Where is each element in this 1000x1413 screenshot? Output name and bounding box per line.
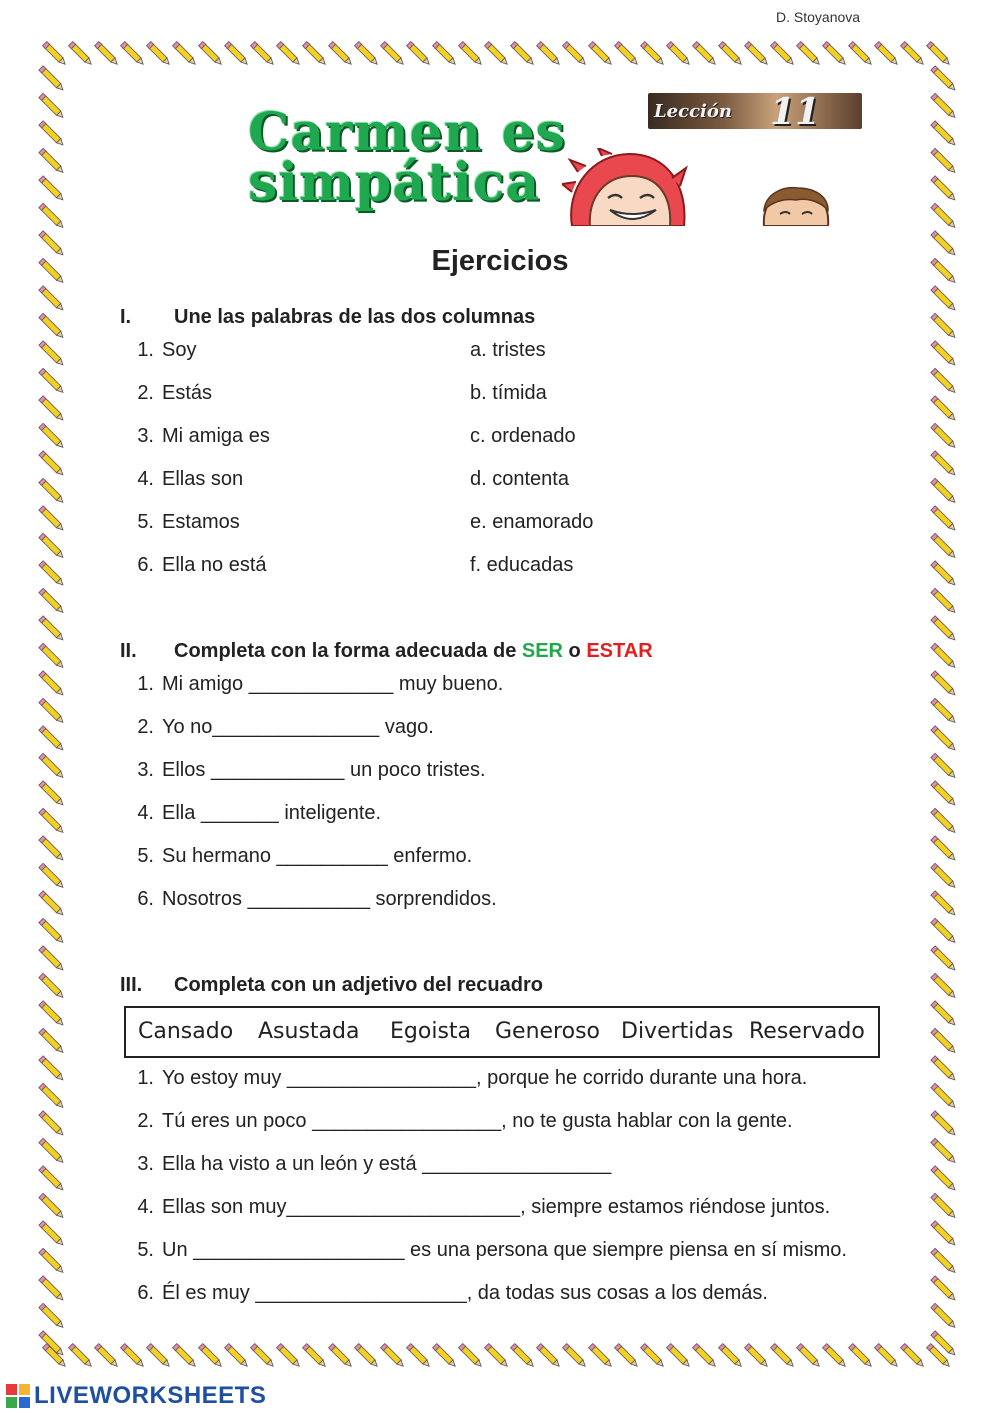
ser-estar-item-number: 1.: [137, 673, 154, 695]
adjective-item-text: Yo estoy muy _________________, porque he corrido durante una hora.: [162, 1067, 808, 1089]
estar-keyword: ESTAR: [586, 640, 653, 662]
or-word: o: [563, 640, 587, 662]
match-left-item-number: 4.: [137, 468, 154, 490]
match-left-item: [124, 554, 267, 577]
pencil-icon: [433, 1344, 458, 1369]
adjective-item-number: 3.: [137, 1153, 154, 1175]
match-right-item: a. tristes: [470, 339, 546, 361]
pencil-icon: [931, 396, 957, 422]
pencil-icon: [147, 1344, 172, 1369]
pencil-icon: [931, 781, 957, 807]
pencil-icon: [39, 1248, 65, 1274]
pencil-icon: [931, 478, 957, 504]
pencil-icon: [931, 1331, 957, 1357]
pencil-icon: [329, 42, 354, 67]
match-left-item: [124, 511, 240, 534]
pencil-icon: [485, 1344, 510, 1369]
pencil-icon: [39, 1276, 65, 1302]
pencil-icon: [69, 1344, 94, 1369]
ser-keyword: SER: [521, 640, 563, 662]
pencil-icon: [459, 42, 484, 67]
pencil-icon: [303, 1344, 328, 1369]
pencil-icon: [693, 1344, 718, 1369]
title-line-1: Carmen es: [248, 102, 566, 163]
pencil-icon: [875, 42, 900, 67]
pencil-icon: [931, 1056, 957, 1082]
pencil-icon: [225, 1344, 250, 1369]
pencil-icon: [931, 203, 957, 229]
pencil-icon: [39, 423, 65, 449]
pencil-icon: [931, 1083, 957, 1109]
pencil-icon: [931, 341, 957, 367]
adjective-item: [124, 1196, 830, 1219]
pencil-icon: [39, 451, 65, 477]
pencil-icon: [931, 148, 957, 174]
adjective-item-number: 6.: [137, 1282, 154, 1304]
pencil-icon: [95, 42, 120, 67]
pencil-icon: [95, 1344, 120, 1369]
pencil-icon: [931, 1111, 957, 1137]
pencil-icon: [39, 1056, 65, 1082]
lesson-word: Lección: [654, 101, 732, 122]
lesson-banner: [648, 93, 862, 129]
ser-estar-item: [124, 716, 434, 739]
pencil-icon: [615, 42, 640, 67]
pencil-icon: [39, 313, 65, 339]
pencil-icon: [931, 1001, 957, 1027]
section-3-instruction: Completa con un adjetivo del recuadro: [174, 974, 543, 996]
adjective-item-text: Él es muy ___________________, da todas sus cosas a los demás.: [162, 1282, 768, 1304]
adjective-item-text: Ellas son muy_____________________, siempre estamos riéndose juntos.: [162, 1196, 831, 1218]
pencil-icon: [849, 1344, 874, 1369]
adjective-item: [124, 1239, 847, 1262]
pencil-icon: [511, 42, 536, 67]
match-left-item-number: 2.: [137, 382, 154, 404]
pencil-icon: [511, 1344, 536, 1369]
pencil-icon: [303, 42, 328, 67]
pencil-icon: [39, 1331, 65, 1357]
pencil-icon: [589, 42, 614, 67]
pencil-icon: [69, 42, 94, 67]
pencil-icon: [199, 1344, 224, 1369]
pencil-icon: [39, 1193, 65, 1219]
pencil-icon: [931, 313, 957, 339]
pencil-icon: [39, 1166, 65, 1192]
boy-illustration-icon: [756, 186, 836, 226]
pencil-border-right: [928, 40, 962, 1372]
pencil-icon: [39, 973, 65, 999]
pencil-icon: [719, 42, 744, 67]
ser-estar-item: [124, 802, 381, 825]
ser-estar-item-number: 4.: [137, 802, 154, 824]
pencil-icon: [39, 93, 65, 119]
pencil-icon: [931, 1193, 957, 1219]
pencil-icon: [875, 1344, 900, 1369]
pencil-icon: [121, 42, 146, 67]
author-name: D. Stoyanova: [776, 9, 861, 25]
pencil-icon: [39, 891, 65, 917]
pencil-icon: [931, 1166, 957, 1192]
pencil-icon: [719, 1344, 744, 1369]
section-1-title: [120, 306, 535, 329]
match-left-item: [124, 468, 243, 491]
pencil-icon: [39, 148, 65, 174]
ser-estar-item: [124, 845, 472, 868]
match-right-item: c. ordenado: [470, 425, 576, 447]
pencil-icon: [641, 1344, 666, 1369]
pencil-icon: [459, 1344, 484, 1369]
section-3-number: III.: [120, 974, 143, 996]
pencil-icon: [931, 533, 957, 559]
pencil-icon: [563, 42, 588, 67]
match-left-item-number: 6.: [137, 554, 154, 576]
pencil-icon: [901, 42, 926, 67]
pencil-border-bottom: [42, 1342, 958, 1372]
pencil-icon: [931, 973, 957, 999]
girl-illustration-icon: [562, 148, 692, 226]
pencil-icon: [901, 1344, 926, 1369]
pencil-icon: [931, 1138, 957, 1164]
pencil-icon: [277, 42, 302, 67]
pencil-icon: [39, 286, 65, 312]
pencil-icon: [537, 1344, 562, 1369]
ser-estar-item-text: Yo no_______________ vago.: [162, 716, 434, 738]
section-1-number: I.: [120, 306, 132, 328]
pencil-icon: [199, 42, 224, 67]
pencil-icon: [39, 121, 65, 147]
match-right-item: e. enamorado: [470, 511, 594, 533]
pencil-icon: [173, 42, 198, 67]
pencil-icon: [39, 1001, 65, 1027]
pencil-icon: [931, 753, 957, 779]
pencil-icon: [693, 42, 718, 67]
pencil-icon: [771, 1344, 796, 1369]
pencil-icon: [39, 1083, 65, 1109]
ser-estar-item-text: Nosotros ___________ sorprendidos.: [162, 888, 497, 910]
pencil-icon: [39, 671, 65, 697]
adjective-item-number: 5.: [137, 1239, 154, 1261]
pencil-icon: [931, 423, 957, 449]
pencil-icon: [931, 946, 957, 972]
pencil-border-left: [36, 40, 70, 1372]
pencil-icon: [39, 341, 65, 367]
pencil-icon: [39, 588, 65, 614]
pencil-icon: [39, 918, 65, 944]
section-3-title: [120, 974, 543, 997]
pencil-icon: [931, 863, 957, 889]
pencil-icon: [849, 42, 874, 67]
pencil-icon: [931, 1248, 957, 1274]
ser-estar-item-number: 5.: [137, 845, 154, 867]
pencil-icon: [931, 286, 957, 312]
footer-brand: LIVEWORKSHEETS: [34, 1382, 267, 1409]
pencil-icon: [39, 643, 65, 669]
pencil-icon: [39, 781, 65, 807]
match-left-item: [124, 425, 270, 448]
ser-estar-item-text: Su hermano __________ enfermo.: [162, 845, 473, 867]
pencil-icon: [39, 506, 65, 532]
pencil-icon: [745, 42, 770, 67]
pencil-icon: [931, 616, 957, 642]
pencil-icon: [797, 1344, 822, 1369]
pencil-icon: [931, 1276, 957, 1302]
lesson-number: 11: [770, 93, 821, 129]
pencil-icon: [277, 1344, 302, 1369]
pencil-icon: [931, 1221, 957, 1247]
ser-estar-item: [124, 759, 486, 782]
pencil-icon: [355, 1344, 380, 1369]
match-left-item-text: Estamos: [162, 511, 240, 533]
section-1-instruction: Une las palabras de las dos columnas: [174, 306, 536, 328]
pencil-icon: [931, 698, 957, 724]
pencil-icon: [39, 1138, 65, 1164]
pencil-icon: [39, 203, 65, 229]
pencil-icon: [641, 42, 666, 67]
match-left-item-text: Estás: [162, 382, 213, 404]
adjective-item: [124, 1110, 793, 1133]
pencil-icon: [407, 42, 432, 67]
pencil-icon: [39, 1028, 65, 1054]
page-heading: Ejercicios: [431, 245, 569, 277]
section-2-instruction: Completa con la forma adecuada de: [174, 640, 522, 662]
pencil-icon: [931, 561, 957, 587]
pencil-icon: [485, 42, 510, 67]
word-box-item: Generoso: [495, 1019, 601, 1044]
pencil-icon: [537, 42, 562, 67]
adjective-word-box: [124, 1006, 880, 1058]
pencil-icon: [355, 42, 380, 67]
match-left-item-number: 5.: [137, 511, 154, 533]
ser-estar-item-number: 2.: [137, 716, 154, 738]
pencil-icon: [931, 643, 957, 669]
pencil-icon: [823, 42, 848, 67]
pencil-icon: [931, 368, 957, 394]
pencil-icon: [251, 1344, 276, 1369]
pencil-icon: [329, 1344, 354, 1369]
pencil-icon: [39, 836, 65, 862]
pencil-icon: [39, 863, 65, 889]
pencil-icon: [931, 506, 957, 532]
adjective-item: [124, 1067, 807, 1090]
pencil-icon: [931, 588, 957, 614]
pencil-icon: [39, 616, 65, 642]
pencil-icon: [39, 561, 65, 587]
match-left-item: [124, 339, 196, 362]
adjective-item-text: Ella ha visto a un león y está _________________: [162, 1153, 612, 1175]
pencil-icon: [667, 42, 692, 67]
pencil-icon: [931, 836, 957, 862]
pencil-icon: [39, 946, 65, 972]
pencil-icon: [407, 1344, 432, 1369]
adjective-item-text: Un ___________________ es una persona que siempre piensa en sí mismo.: [162, 1239, 847, 1261]
match-left-item-text: Mi amiga es: [162, 425, 270, 447]
match-left-item-text: Ella no está: [162, 554, 267, 576]
pencil-icon: [39, 66, 65, 92]
pencil-icon: [931, 808, 957, 834]
pencil-icon: [39, 368, 65, 394]
pencil-icon: [563, 1344, 588, 1369]
section-2-title: [120, 640, 653, 663]
pencil-icon: [39, 533, 65, 559]
pencil-icon: [667, 1344, 692, 1369]
pencil-icon: [39, 808, 65, 834]
pencil-icon: [931, 176, 957, 202]
title-line-2: simpática: [248, 152, 541, 213]
match-right-item: b. tímida: [470, 382, 547, 404]
ser-estar-item-number: 3.: [137, 759, 154, 781]
pencil-icon: [39, 726, 65, 752]
section-2-number: II.: [120, 640, 137, 662]
pencil-icon: [589, 1344, 614, 1369]
pencil-icon: [173, 1344, 198, 1369]
pencil-icon: [39, 396, 65, 422]
ser-estar-item: [124, 673, 503, 696]
lesson-title-art: [248, 102, 568, 218]
pencil-icon: [823, 1344, 848, 1369]
ser-estar-item-text: Mi amigo _____________ muy bueno.: [162, 673, 504, 695]
match-left-item-number: 3.: [137, 425, 154, 447]
pencil-icon: [433, 42, 458, 67]
match-right-item: f. educadas: [470, 554, 574, 576]
pencil-icon: [121, 1344, 146, 1369]
pencil-icon: [931, 891, 957, 917]
pencil-icon: [745, 1344, 770, 1369]
adjective-item-number: 2.: [137, 1110, 154, 1132]
pencil-icon: [381, 42, 406, 67]
word-box-item: Egoista: [390, 1019, 472, 1044]
adjective-item: [124, 1153, 611, 1176]
pencil-icon: [39, 1111, 65, 1137]
pencil-icon: [931, 1028, 957, 1054]
pencil-icon: [39, 753, 65, 779]
match-left-item-text: Soy: [162, 339, 197, 361]
pencil-icon: [771, 42, 796, 67]
pencil-icon: [797, 42, 822, 67]
pencil-icon: [931, 671, 957, 697]
pencil-icon: [931, 121, 957, 147]
match-left-item-text: Ellas son: [162, 468, 244, 490]
pencil-icon: [251, 42, 276, 67]
pencil-icon: [39, 176, 65, 202]
pencil-border-top: [42, 40, 958, 70]
pencil-icon: [931, 918, 957, 944]
ser-estar-item-text: Ellos ____________ un poco tristes.: [162, 759, 486, 781]
pencil-icon: [931, 451, 957, 477]
pencil-icon: [225, 42, 250, 67]
word-box-item: Divertidas: [621, 1019, 734, 1044]
ser-estar-item: [124, 888, 497, 911]
pencil-icon: [39, 478, 65, 504]
word-box-item: Cansado: [138, 1019, 234, 1044]
adjective-item-text: Tú eres un poco _________________, no te gusta hablar con la gente.: [162, 1110, 793, 1132]
ser-estar-item-text: Ella _______ inteligente.: [162, 802, 382, 824]
adjective-item: [124, 1282, 768, 1305]
adjective-item-number: 4.: [137, 1196, 154, 1218]
liveworksheets-logo-icon: [6, 1384, 30, 1408]
pencil-icon: [931, 1303, 957, 1329]
pencil-icon: [381, 1344, 406, 1369]
match-left-item-number: 1.: [137, 339, 154, 361]
word-box-item: Reservado: [749, 1019, 865, 1044]
ser-estar-item-number: 6.: [137, 888, 154, 910]
pencil-icon: [147, 42, 172, 67]
pencil-icon: [615, 1344, 640, 1369]
pencil-icon: [931, 66, 957, 92]
pencil-icon: [39, 1303, 65, 1329]
match-left-item: [124, 382, 212, 405]
adjective-item-number: 1.: [137, 1067, 154, 1089]
pencil-icon: [931, 726, 957, 752]
word-box-item: Asustada: [258, 1019, 360, 1044]
pencil-icon: [39, 698, 65, 724]
match-right-item: d. contenta: [470, 468, 569, 490]
pencil-icon: [39, 1221, 65, 1247]
pencil-icon: [931, 93, 957, 119]
